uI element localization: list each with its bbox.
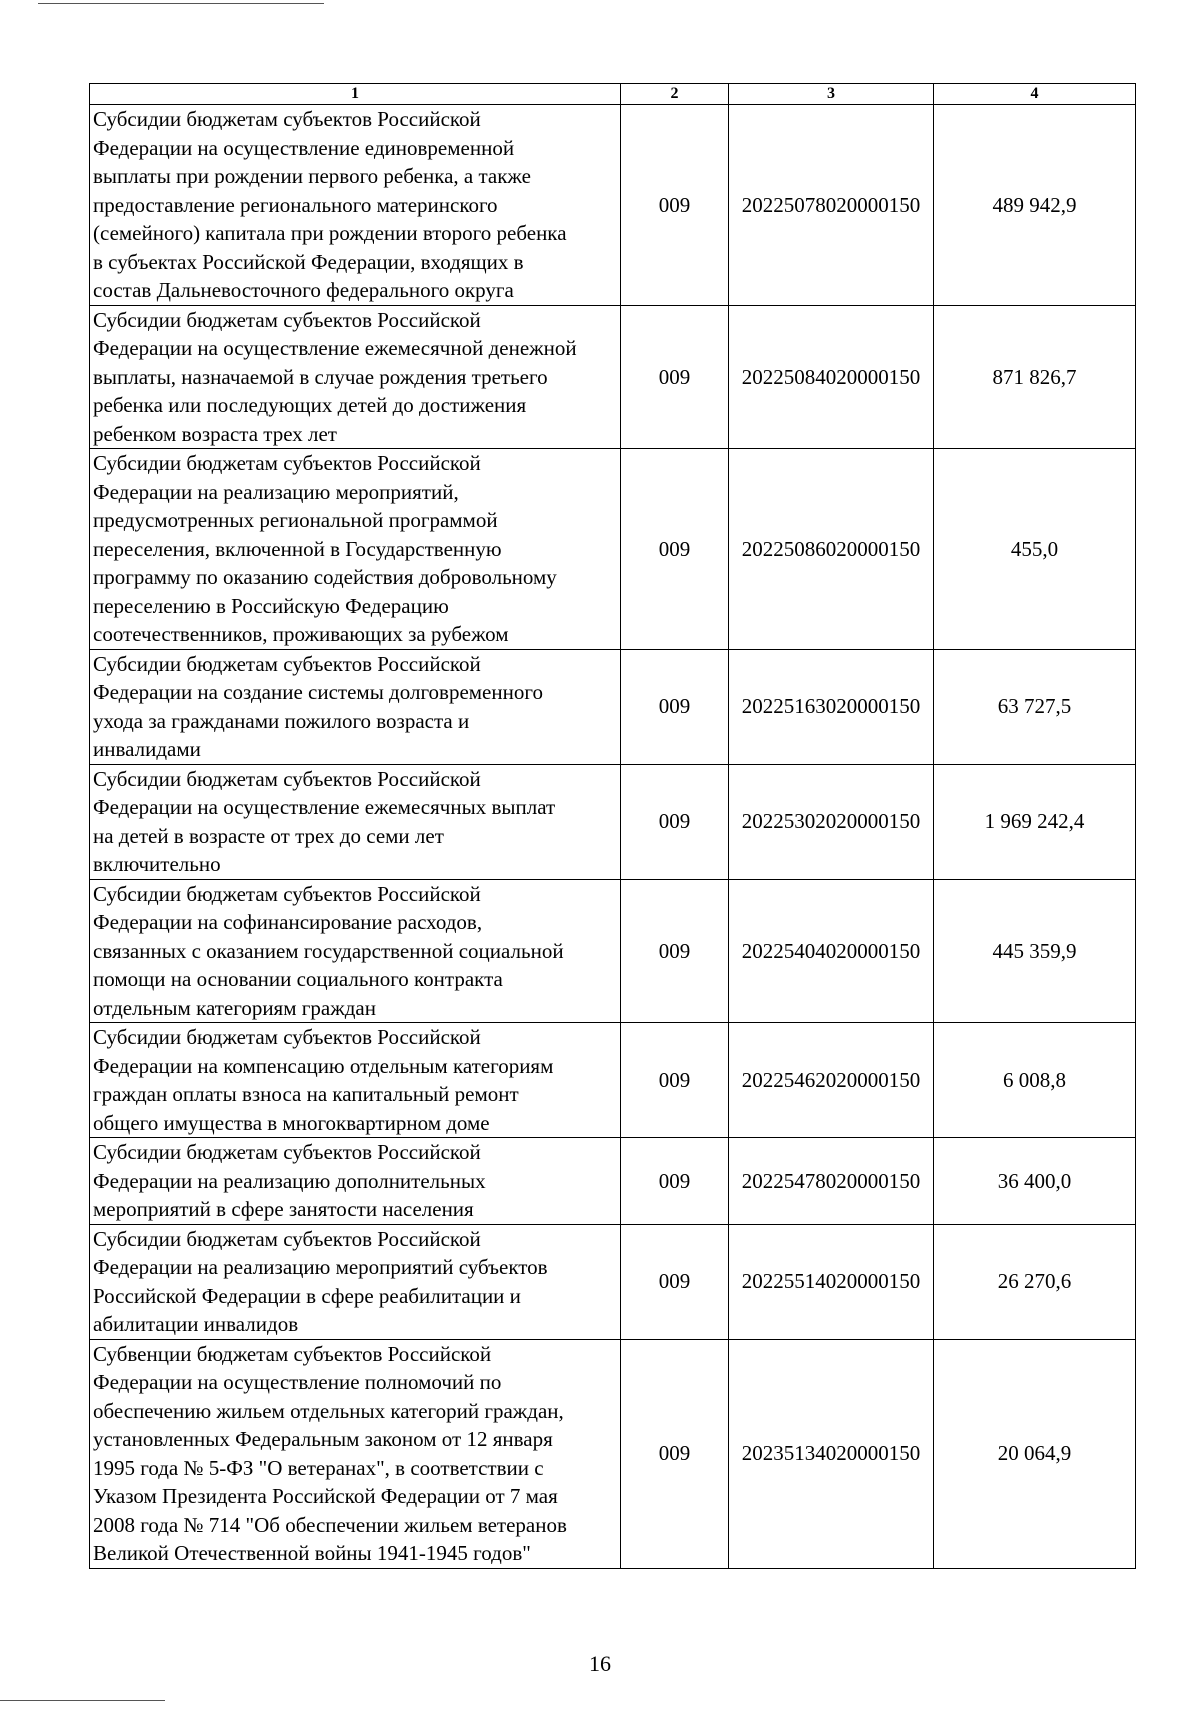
row-description: [90, 1339, 621, 1568]
row-admin-code: 009: [621, 1023, 729, 1138]
row-amount: 6 008,8: [934, 1023, 1136, 1138]
row-amount: 36 400,0: [934, 1138, 1136, 1225]
row-kbk-code: 20225163020000150: [729, 649, 934, 764]
description-line: Федерации на реализацию мероприятий субъектов: [93, 1255, 548, 1279]
header-col-2: 2: [621, 84, 729, 105]
description-line: выплаты при рождении первого ребенка, а также: [93, 164, 531, 188]
row-admin-code: 009: [621, 105, 729, 306]
description-line: Федерации на осуществление ежемесячной денежной: [93, 336, 577, 360]
description-line: состав Дальневосточного федерального округа: [93, 278, 514, 302]
row-admin-code: 009: [621, 449, 729, 650]
row-admin-code: 009: [621, 305, 729, 449]
table-row: [90, 649, 1136, 764]
description-line: обеспечению жильем отдельных категорий граждан,: [93, 1398, 564, 1423]
description-line: Федерации на осуществление ежемесячных выплат: [93, 795, 556, 819]
description-line: (семейного) капитала при рождении второго ребенка: [93, 221, 567, 245]
header-col-1: 1: [90, 84, 621, 105]
row-amount: 20 064,9: [934, 1339, 1136, 1568]
row-kbk-code: 20235134020000150: [729, 1339, 934, 1568]
description-line: выплаты, назначаемой в случае рождения третьего: [93, 364, 548, 389]
row-amount: 871 826,7: [934, 305, 1136, 449]
table-row: [90, 764, 1136, 879]
description-line: на детей в возрасте от трех до семи лет: [93, 823, 444, 848]
description-line: 1995 года № 5-ФЗ "О ветеранах", в соответствии с: [93, 1455, 544, 1480]
table-row: [90, 879, 1136, 1023]
description-line: предусмотренных региональной программой: [93, 508, 498, 532]
description-line: Субсидии бюджетам субъектов Российской: [93, 881, 481, 906]
description-line: абилитации инвалидов: [93, 1312, 299, 1336]
description-line: Федерации на реализацию мероприятий,: [93, 479, 459, 504]
row-kbk-code: 20225078020000150: [729, 105, 934, 306]
description-line: Субсидии бюджетам субъектов Российской: [93, 1140, 481, 1164]
description-line: Субсидии бюджетам субъектов Российской: [93, 766, 481, 791]
header-col-4: 4: [934, 84, 1136, 105]
row-kbk-code: 20225086020000150: [729, 449, 934, 650]
description-line: переселению в Российскую Федерацию: [93, 593, 449, 618]
description-line: Субсидии бюджетам субъектов Российской: [93, 107, 481, 131]
description-line: соотечественников, проживающих за рубежом: [93, 622, 509, 646]
row-description: [90, 1023, 621, 1138]
description-line: Федерации на компенсацию отдельным категориям: [93, 1053, 554, 1078]
scan-bottom-line: [0, 1700, 165, 1701]
row-amount: 445 359,9: [934, 879, 1136, 1023]
row-kbk-code: 20225462020000150: [729, 1023, 934, 1138]
description-line: помощи на основании социального контракта: [93, 967, 503, 991]
description-line: ребенка или последующих детей до достижения: [93, 393, 527, 417]
description-line: Федерации на реализацию дополнительных: [93, 1168, 486, 1193]
row-kbk-code: 20225302020000150: [729, 764, 934, 879]
row-kbk-code: 20225404020000150: [729, 879, 934, 1023]
page-number: 16: [589, 1651, 611, 1676]
description-line: связанных с оказанием государственной социальной: [93, 938, 564, 963]
table-row: [90, 449, 1136, 650]
description-line: Федерации на софинансирование расходов,: [93, 910, 483, 934]
row-kbk-code: 20225478020000150: [729, 1138, 934, 1225]
table-row: [90, 1138, 1136, 1225]
row-description: [90, 649, 621, 764]
description-line: инвалидами: [93, 737, 201, 761]
table-body: [90, 105, 1136, 1569]
table-row: [90, 1023, 1136, 1138]
description-line: 2008 года № 714 "Об обеспечении жильем ветеранов: [93, 1512, 567, 1537]
row-admin-code: 009: [621, 1224, 729, 1339]
row-description: [90, 105, 621, 306]
table-row: [90, 305, 1136, 449]
description-line: Федерации на создание системы долговременного: [93, 680, 543, 704]
description-line: включительно: [93, 852, 221, 876]
row-description: [90, 1224, 621, 1339]
row-admin-code: 009: [621, 879, 729, 1023]
description-line: Великой Отечественной войны 1941-1945 годов": [93, 1541, 531, 1565]
description-line: Субсидии бюджетам субъектов Российской: [93, 1025, 481, 1049]
description-line: Указом Президента Российской Федерации от 7 мая: [93, 1484, 558, 1508]
row-admin-code: 009: [621, 1339, 729, 1568]
row-kbk-code: 20225514020000150: [729, 1224, 934, 1339]
row-amount: 455,0: [934, 449, 1136, 650]
description-line: Федерации на осуществление единовременной: [93, 135, 515, 160]
description-line: Российской Федерации в сфере реабилитации и: [93, 1283, 521, 1308]
description-line: установленных Федеральным законом от 12 января: [93, 1427, 553, 1451]
description-line: в субъектах Российской Федерации, входящих в: [93, 249, 524, 274]
row-description: [90, 1138, 621, 1225]
description-line: Субсидии бюджетам субъектов Российской: [93, 651, 481, 676]
row-admin-code: 009: [621, 649, 729, 764]
description-line: мероприятий в сфере занятости населения: [93, 1197, 474, 1221]
description-line: предоставление регионального материнского: [93, 192, 498, 217]
description-line: граждан оплаты взноса на капитальный ремонт: [93, 1082, 519, 1106]
description-line: ребенком возраста трех лет: [93, 421, 337, 446]
description-line: Федерации на осуществление полномочий по: [93, 1370, 502, 1394]
scan-top-line: [38, 3, 324, 4]
table-row: [90, 1224, 1136, 1339]
description-line: Субсидии бюджетам субъектов Российской: [93, 1226, 481, 1251]
budget-table: [89, 83, 1136, 1569]
row-description: [90, 305, 621, 449]
description-line: отдельным категориям граждан: [93, 995, 376, 1020]
row-amount: 1 969 242,4: [934, 764, 1136, 879]
row-description: [90, 449, 621, 650]
description-line: Субсидии бюджетам субъектов Российской: [93, 451, 481, 475]
row-kbk-code: 20225084020000150: [729, 305, 934, 449]
row-amount: 26 270,6: [934, 1224, 1136, 1339]
description-line: Субвенции бюджетам субъектов Российской: [93, 1341, 492, 1366]
row-admin-code: 009: [621, 764, 729, 879]
header-col-3: 3: [729, 84, 934, 105]
description-line: Субсидии бюджетам субъектов Российской: [93, 307, 481, 332]
description-line: ухода за гражданами пожилого возраста и: [93, 708, 470, 733]
row-description: [90, 764, 621, 879]
row-description: [90, 879, 621, 1023]
description-line: общего имущества в многоквартирном доме: [93, 1110, 490, 1135]
row-amount: 63 727,5: [934, 649, 1136, 764]
table-row: [90, 105, 1136, 306]
description-line: переселения, включенной в Государственную: [93, 536, 502, 561]
row-admin-code: 009: [621, 1138, 729, 1225]
header-row: [90, 84, 1136, 105]
row-amount: 489 942,9: [934, 105, 1136, 306]
description-line: программу по оказанию содействия добровольному: [93, 565, 557, 589]
table-row: [90, 1339, 1136, 1568]
